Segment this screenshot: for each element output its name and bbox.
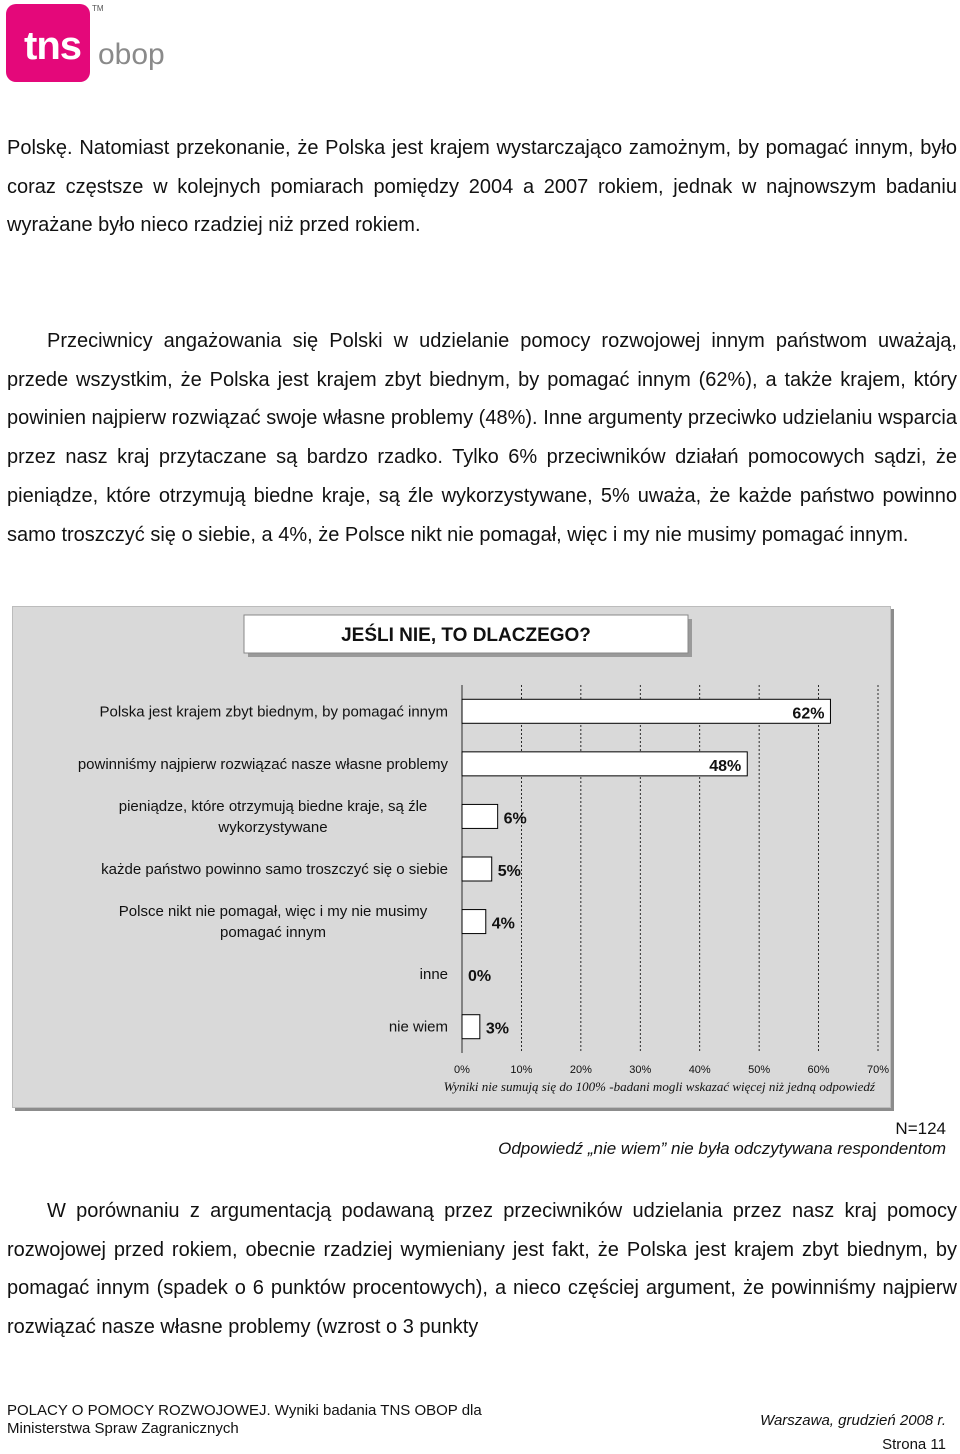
footer-place-date: Warszawa, grudzień 2008 r. xyxy=(760,1412,946,1429)
category-label: Polsce nikt nie pomagał, więc i my nie musimy xyxy=(118,903,428,921)
x-tick-label: 50% xyxy=(748,1064,771,1076)
bar xyxy=(462,699,830,723)
bar-value-label: 3% xyxy=(485,1020,509,1038)
footer-line-2: Ministerstwa Spraw Zagranicznych xyxy=(7,1420,239,1437)
chart-footnote: Wyniki nie sumują się do 100% -badani mogli wskazać więcej niż jedną odpowiedź xyxy=(443,1079,875,1094)
x-tick-label: 0% xyxy=(454,1064,470,1076)
paragraph-2: Przeciwnicy angażowania się Polski w udzielanie pomocy rozwojowej innym państwom uważają, przede wszystkim, że Polska jest krajem zbyt biednym, by pomagać innym (62%), a także krajem, który powinien najpierw rozwiązać swoje własne problemy (48%). Inne argumenty przeciwko udzielaniu wsparcia przez nasz kraj przytaczane są bardzo rzadko. Tylko 6% przeciwników działań pomocowych sądzi, że pieniądze, które otrzymują biedne kraje, są źle wykorzystywane, 5% uważa, że każde państwo powinno samo troszczyć się o siebie, a 4%, że Polsce nikt nie pomagał, więc i my nie musimy pomagać innym. xyxy=(7,330,957,546)
logo-sub: obop xyxy=(98,38,165,71)
category-label: Polska jest krajem zbyt biednym, by pomagać innym xyxy=(99,703,448,721)
dont-know-note: Odpowiedź „nie wiem” nie była odczytywana respondentom xyxy=(498,1139,946,1158)
page-number: Strona 11 xyxy=(882,1436,946,1453)
x-tick-label: 40% xyxy=(688,1064,711,1076)
x-tick-label: 30% xyxy=(629,1064,652,1076)
sample-size-note: N=124 xyxy=(895,1119,946,1138)
bar-value-label: 4% xyxy=(491,915,515,933)
footer-line-1: POLACY O POMOCY ROZWOJOWEJ. Wyniki badania TNS OBOP dla xyxy=(7,1402,482,1419)
bar xyxy=(462,752,747,776)
tns-obop-logo xyxy=(6,4,165,84)
x-tick-label: 60% xyxy=(807,1064,830,1076)
category-label: pieniądze, które otrzymują biedne kraje, są źle xyxy=(118,797,428,815)
x-tick-label: 20% xyxy=(569,1064,592,1076)
bar xyxy=(462,910,486,934)
category-label: nie wiem xyxy=(388,1018,448,1036)
bar-value-label: 48% xyxy=(709,757,742,775)
paragraph-1: Polskę. Natomiast przekonanie, że Polska jest krajem wystarczająco zamożnym, by pomagać innym, było coraz częstsze w kolejnych pomiarach pomiędzy 2004 a 2007 rokiem, jednak w najnowszym badaniu wyrażane było nieco rzadziej niż przed rokiem. xyxy=(7,137,957,237)
chart-title: JEŚLI NIE, TO DLACZEGO? xyxy=(341,625,591,646)
footer-report-title xyxy=(7,1402,482,1438)
category-label: wykorzystywane xyxy=(218,818,328,836)
bar xyxy=(462,804,498,828)
bar-value-label: 0% xyxy=(468,968,492,986)
bar xyxy=(462,1015,480,1039)
plot-area xyxy=(462,685,878,1053)
bar-value-label: 6% xyxy=(503,810,527,828)
category-label: każde państwo powinno samo troszczyć się o siebie xyxy=(101,861,448,878)
bar-chart xyxy=(13,607,890,1107)
bar-value-label: 62% xyxy=(792,705,825,723)
category-label: inne xyxy=(419,966,448,984)
logo-trademark: TM xyxy=(92,4,104,13)
category-label: pomagać innym xyxy=(220,924,326,942)
chart-panel xyxy=(12,606,891,1108)
bar xyxy=(462,857,492,881)
x-tick-label: 10% xyxy=(510,1064,533,1076)
logo-mark xyxy=(6,4,90,82)
category-label: powinniśmy najpierw rozwiązać nasze własne problemy xyxy=(77,755,448,773)
logo-brand: tns xyxy=(24,24,81,68)
x-tick-label: 70% xyxy=(866,1064,890,1076)
paragraph-3: W porównaniu z argumentacją podawaną przez przeciwników udzielania przez nasz kraj pomocy rozwojowej przed rokiem, obecnie rzadziej wymieniany jest fakt, że Polska jest krajem zbyt biednym, by pomagać innym (spadek o 6 punktów procentowych), a nieco częściej argument, że powinniśmy najpierw rozwiązać nasze własne problemy (wzrost o 3 punkty xyxy=(7,1200,957,1339)
bar-value-label: 5% xyxy=(497,863,521,880)
